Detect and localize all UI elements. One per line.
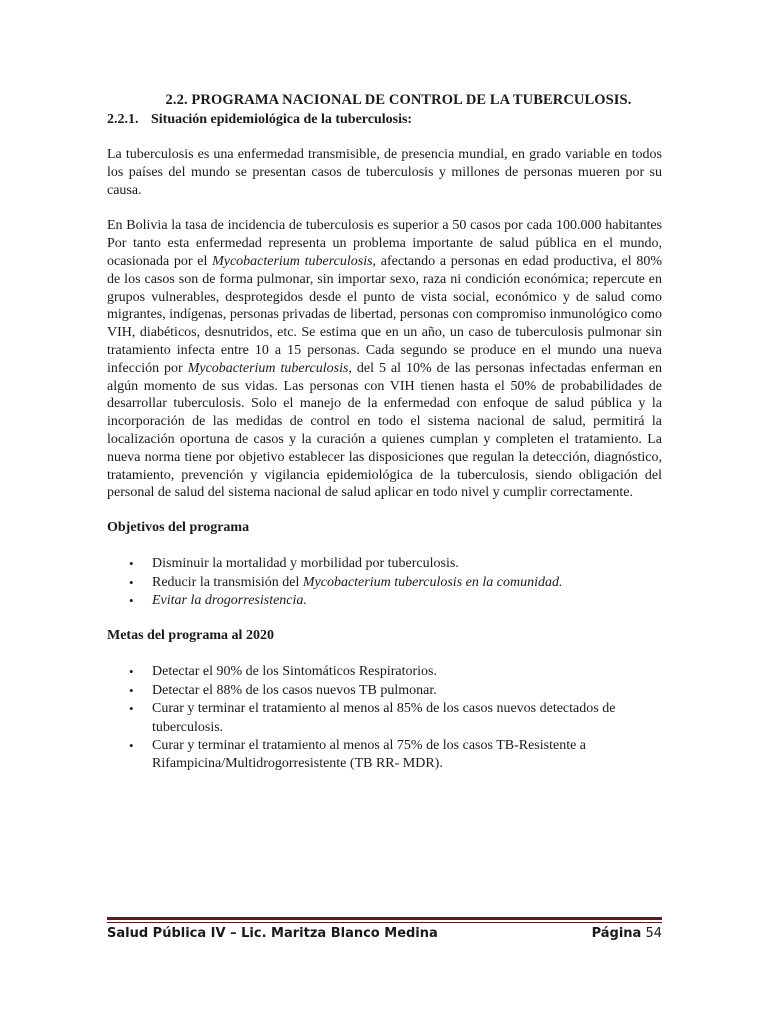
footer-rule-thin (107, 922, 662, 923)
objectives-title: Objetivos del programa (107, 520, 250, 536)
document-page (107, 92, 662, 792)
objectives-list (107, 555, 662, 610)
bullet-icon: • (129, 737, 134, 753)
goals-title: Metas del programa al 2020 (107, 628, 274, 644)
list-item: • Curar y terminar el tratamiento al menos al 75% de los casos TB-Resistente a Rifampicina/Multidrogorresistente (TB RR- MDR). (129, 737, 587, 772)
list-item: • Disminuir la mortalidad y morbilidad por tuberculosis. (107, 555, 662, 573)
list-item: • Curar y terminar el tratamiento al menos al 85% de los casos nuevos detectados de tuberculosis. (129, 701, 616, 735)
subsection-number: 2.2.1. (107, 112, 139, 127)
page-footer (107, 926, 662, 941)
footer-author: Salud Pública IV – Lic. Maritza Blanco Medina (107, 926, 438, 941)
subsection-title: Situación epidemiológica de la tuberculosis: (151, 112, 413, 127)
bullet-icon: • (129, 574, 134, 590)
bullet-icon: • (129, 556, 134, 572)
subsection-heading (107, 112, 662, 128)
bolivia-paragraph: En Bolivia la tasa de incidencia de tuberculosis es superior a 50 casos por cada 100.000 habitantes Por tanto esta enfermedad representa un problema importante de salud pública en el mundo, ocasionada por el Mycobacterium tuberculosis, afectando a personas en edad productiva, el 80% de los casos son de forma pulmonar, sin importar sexo, raza ni condición económica; repercute en grupos vulnerables, desprotegidos desde el punto de vista social, económico y de salud como migrantes, indígenas, personas privadas de libertad, personas con compromiso inmunológico como VIH, diabéticos, desnutridos, etc. Se estima que en un año, un caso de tuberculosis pulmonar sin tratamiento infecta entre 10 a 15 personas. Cada segundo se produce en el mundo una nueva infección por Mycobacterium tuberculosis, del 5 al 10% de las personas infectadas enferman en algún momento de sus vidas. Las personas con VIH tienen hasta el 50% de probabilidades de desarrollar tuberculosis. Solo el manejo de la enfermedad con enfoque de salud pública y la incorporación de las medidas de control en todo el sistema nacional de salud, permitirá la localización oportuna de casos y la curación a quienes cumplan y completen el tratamiento. La nueva norma tiene por objetivo establecer las disposiciones que regulan la detección, diagnóstico, tratamiento, prevención y vigilancia epidemiológica de la tuberculosis, siendo obligación del personal de salud del sistema nacional de salud aplicar en todo nivel y cumplir correctamente. (107, 218, 663, 501)
bullet-icon: • (129, 592, 134, 608)
list-item: • Reducir la transmisión del Mycobacterium tuberculosis en la comunidad. (107, 574, 662, 592)
page-number: Página 54 (591, 926, 662, 941)
bullet-icon: • (129, 701, 134, 717)
list-item: • Evitar la drogorresistencia. (107, 592, 662, 610)
section-heading: 2.2. PROGRAMA NACIONAL DE CONTROL DE LA TUBERCULOSIS. (165, 92, 632, 108)
list-item: • Detectar el 90% de los Sintomáticos Respiratorios. (107, 663, 662, 681)
bullet-icon: • (129, 664, 134, 680)
intro-paragraph: La tuberculosis es una enfermedad transmisible, de presencia mundial, en grado variable en todos los países del mundo se presentan casos de tuberculosis y millones de personas mueren por su causa. (107, 147, 662, 198)
goals-list (107, 663, 662, 773)
list-item: • Detectar el 88% de los casos nuevos TB pulmonar. (107, 682, 662, 700)
footer-rule (107, 917, 662, 920)
bullet-icon: • (129, 682, 134, 698)
